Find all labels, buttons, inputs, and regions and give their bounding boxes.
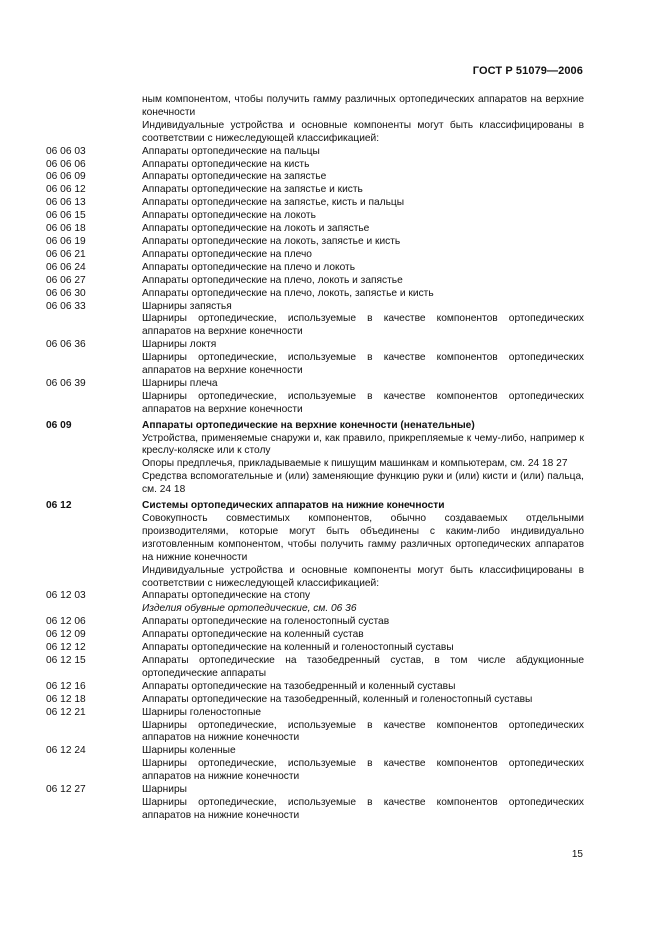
description-row: [46, 513, 584, 565]
description-row: [46, 433, 584, 459]
classification-code: 06 06 06: [46, 158, 86, 170]
classification-code: 06 06 30: [46, 287, 86, 299]
document-header: ГОСТ Р 51079—2006: [472, 65, 583, 77]
classification-row: [46, 745, 584, 758]
classification-row: [46, 262, 584, 275]
description-row: [46, 352, 584, 378]
classification-row: [46, 210, 584, 223]
classification-code: 06 06 21: [46, 248, 86, 260]
classification-text: Аппараты ортопедические на локоть, запястье и кисть: [142, 235, 401, 247]
classification-row: [46, 236, 584, 249]
classification-code: 06 12 09: [46, 629, 86, 641]
classification-code: [46, 720, 142, 746]
classification-code: 06 12 12: [46, 642, 86, 654]
classification-row: [46, 642, 584, 655]
classification-code: 06 06 19: [46, 235, 86, 247]
classification-row: [46, 681, 584, 694]
classification-row: [46, 301, 584, 314]
classification-text: Шарниры: [142, 784, 187, 796]
classification-text: Аппараты ортопедические на плечо, локоть, запястье и кисть: [142, 287, 434, 299]
classification-code: 06 12 16: [46, 680, 86, 692]
classification-code: [46, 120, 142, 146]
classification-text: Шарниры локтя: [142, 339, 217, 351]
classification-text: Шарниры ортопедические, используемые в качестве компонентов ортопедических аппаратов на нижние конечности: [142, 719, 584, 744]
classification-text: Аппараты ортопедические на запястье и кисть: [142, 184, 363, 196]
section-title: Аппараты ортопедические на верхние конечности (ненательные): [142, 419, 475, 431]
classification-code: 06 12 24: [46, 745, 86, 757]
classification-code: [46, 758, 142, 784]
classification-code: 06 12 06: [46, 616, 86, 628]
classification-text: Аппараты ортопедические на пальцы: [142, 145, 320, 157]
classification-text: Шарниры ортопедические, используемые в качестве компонентов ортопедических аппаратов на нижние конечности: [142, 758, 584, 783]
classification-text: Аппараты ортопедические на плечо: [142, 248, 312, 260]
classification-text: Аппараты ортопедические на запястье, кисть и пальцы: [142, 197, 405, 209]
classification-text: Шарниры голеностопные: [142, 706, 262, 718]
classification-row: [46, 378, 584, 391]
classification-row: [46, 146, 584, 159]
classification-text: Шарниры коленные: [142, 745, 236, 757]
classification-code: 06 12 21: [46, 706, 86, 718]
classification-row: [46, 159, 584, 172]
classification-text: Шарниры плеча: [142, 377, 218, 389]
classification-code: [46, 94, 142, 120]
description-row: [46, 797, 584, 823]
classification-text: Индивидуальные устройства и основные компоненты могут быть классифицированы в соответствии с нижеследующей классификацией:: [142, 564, 584, 589]
classification-row: [46, 288, 584, 301]
classification-text: Аппараты ортопедические на тазобедренный и коленный суставы: [142, 680, 456, 692]
classification-code: 06 12 15: [46, 654, 86, 666]
classification-list: [46, 94, 584, 823]
classification-code: 06 12: [46, 500, 72, 512]
classification-code: [46, 565, 142, 591]
section-heading-row: [46, 420, 584, 433]
classification-code: [46, 603, 142, 616]
classification-row: [46, 707, 584, 720]
description-row: [46, 120, 584, 146]
classification-code: [46, 433, 142, 459]
classification-row: [46, 249, 584, 262]
classification-code: 06 06 27: [46, 274, 86, 286]
classification-code: [46, 797, 142, 823]
classification-text: Средства вспомогательные и (или) заменяющие функцию руки и (или) кисти и (или) пальца, см. 24 18: [142, 471, 584, 496]
classification-text: Аппараты ортопедические на запястье: [142, 171, 327, 183]
classification-row: [46, 616, 584, 629]
classification-code: [46, 391, 142, 417]
classification-text: Аппараты ортопедические на голеностопный сустав: [142, 616, 390, 628]
classification-code: 06 12 03: [46, 590, 86, 602]
page-number: 15: [571, 849, 583, 860]
classification-code: 06 06 12: [46, 184, 86, 196]
classification-code: 06 06 03: [46, 145, 86, 157]
classification-code: 06 06 13: [46, 197, 86, 209]
classification-text: Аппараты ортопедические на стопу: [142, 590, 311, 602]
classification-text: Шарниры запястья: [142, 300, 232, 312]
classification-code: 06 06 18: [46, 223, 86, 235]
classification-row: [46, 339, 584, 352]
description-row: [46, 471, 584, 497]
classification-code: 06 06 36: [46, 339, 86, 351]
classification-code: 06 12 18: [46, 693, 86, 705]
classification-text: Опоры предплечья, прикладываемые к пишущим машинкам и компьютерам, см. 24 18 27: [142, 458, 568, 470]
description-row: [46, 565, 584, 591]
classification-code: 06 06 33: [46, 300, 86, 312]
classification-text: Аппараты ортопедические на локоть: [142, 210, 316, 222]
classification-row: [46, 197, 584, 210]
classification-text: Аппараты ортопедические на плечо и локоть: [142, 261, 355, 273]
classification-text: Изделия обувные ортопедические, см. 06 36: [142, 603, 357, 615]
classification-text: Аппараты ортопедические на плечо, локоть и запястье: [142, 274, 403, 286]
classification-code: [46, 513, 142, 565]
classification-text: Шарниры ортопедические, используемые в качестве компонентов ортопедических аппаратов на нижние конечности: [142, 796, 584, 821]
classification-text: Устройства, применяемые снаружи и, как правило, прикрепляемые к чему-либо, например к креслу-коляске или к столу: [142, 432, 584, 457]
classification-code: [46, 471, 142, 497]
classification-row: [46, 171, 584, 184]
classification-text: Шарниры ортопедические, используемые в качестве компонентов ортопедических аппаратов на верхние конечности: [142, 390, 584, 415]
classification-row: [46, 590, 584, 603]
classification-code: 06 06 15: [46, 210, 86, 222]
classification-code: 06 09: [46, 419, 72, 431]
classification-text: Аппараты ортопедические на кисть: [142, 158, 310, 170]
classification-text: Аппараты ортопедические на коленный сустав: [142, 629, 364, 641]
classification-text: Совокупность совместимых компонентов, обычно создаваемых отдельными производителями, которые могут быть объединены с каким-либо индивидуально изготовленным компонентом, чтобы получить гамму различных ортопедических аппаратов на нижние конечности: [142, 513, 584, 563]
classification-code: 06 06 39: [46, 377, 86, 389]
section-title: Системы ортопедических аппаратов на нижние конечности: [142, 500, 445, 512]
classification-row: [46, 784, 584, 797]
description-row: [46, 603, 584, 616]
description-row: [46, 391, 584, 417]
classification-text: Шарниры ортопедические, используемые в качестве компонентов ортопедических аппаратов на верхние конечности: [142, 313, 584, 338]
classification-row: [46, 694, 584, 707]
description-row: [46, 458, 584, 471]
classification-text: ным компонентом, чтобы получить гамму различных ортопедических аппаратов на верхние конечности: [142, 94, 584, 118]
classification-text: Аппараты ортопедические на тазобедренный сустав, в том числе абдукционные ортопедические аппараты: [142, 654, 584, 679]
classification-row: [46, 655, 584, 681]
classification-code: [46, 458, 142, 471]
classification-code: [46, 313, 142, 339]
classification-row: [46, 184, 584, 197]
section-heading-row: [46, 500, 584, 513]
classification-row: [46, 223, 584, 236]
description-row: [46, 720, 584, 746]
description-row: [46, 758, 584, 784]
classification-row: [46, 629, 584, 642]
classification-code: 06 06 09: [46, 171, 86, 183]
classification-code: [46, 352, 142, 378]
classification-text: Шарниры ортопедические, используемые в качестве компонентов ортопедических аппаратов на верхние конечности: [142, 352, 584, 377]
description-row: [46, 313, 584, 339]
classification-row: [46, 275, 584, 288]
classification-code: 06 06 24: [46, 261, 86, 273]
classification-text: Аппараты ортопедические на локоть и запястье: [142, 223, 370, 235]
classification-text: Индивидуальные устройства и основные компоненты могут быть классифицированы в соответствии с нижеследующей классификацией:: [142, 119, 584, 144]
description-row: [46, 94, 584, 120]
classification-text: Аппараты ортопедические на коленный и голеностопный суставы: [142, 642, 454, 654]
classification-code: 06 12 27: [46, 784, 86, 796]
classification-text: Аппараты ортопедические на тазобедренный, коленный и голеностопный суставы: [142, 693, 533, 705]
